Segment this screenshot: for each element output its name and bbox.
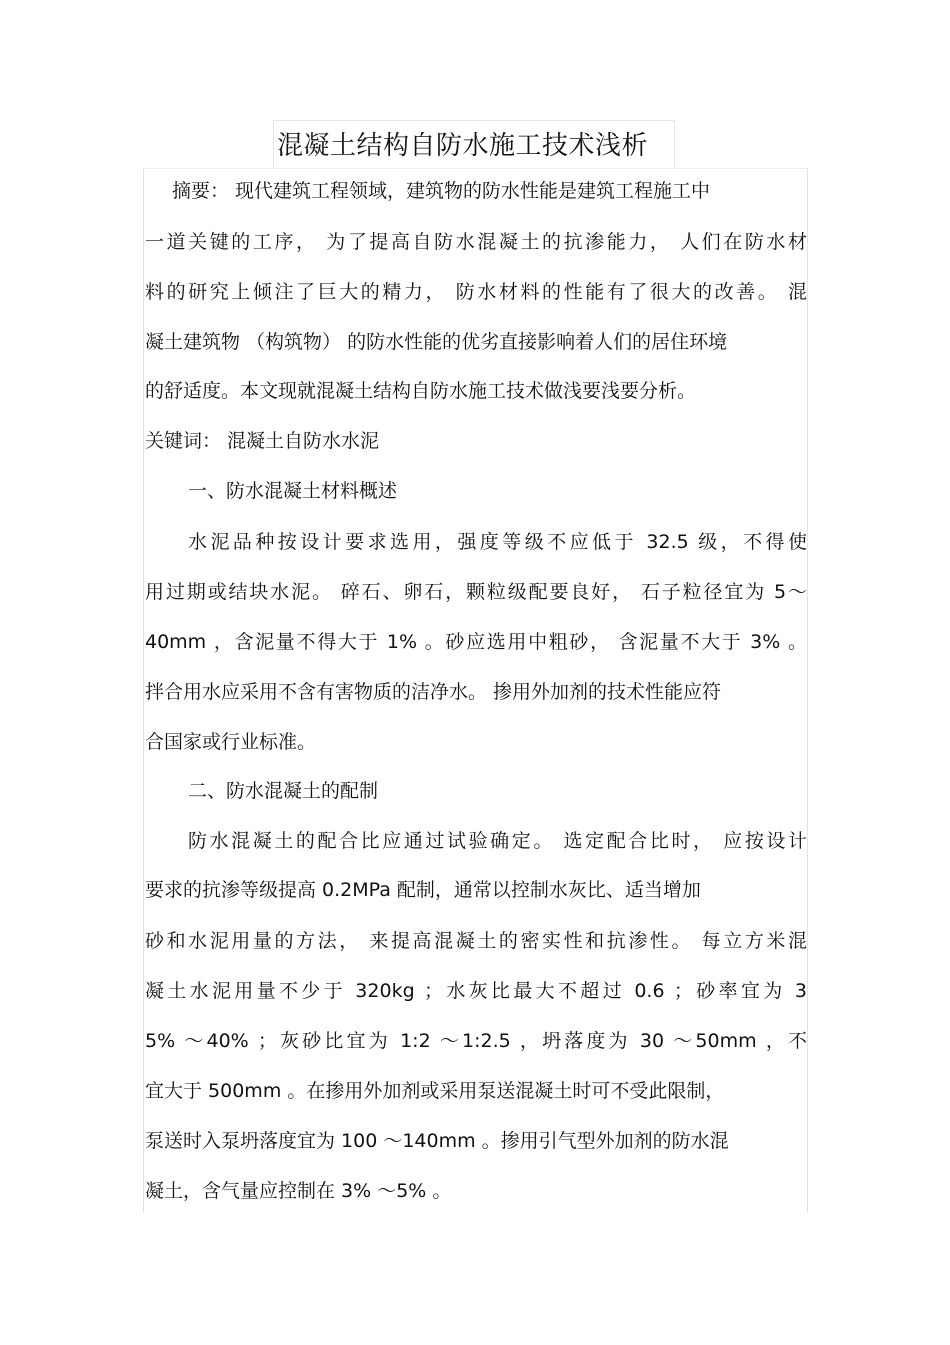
paragraph-line: 5% ～40% ；灰砂比宜为 1:2 ～1:2.5 ，坍落度为 30 ～50mm ，不 [145,1030,807,1052]
paragraph-line: 宜大于 500mm 。在掺用外加剂或采用泵送混凝土时可不受此限制， [145,1080,725,1102]
paragraph-line: 合国家或行业标准。 [145,731,317,753]
paragraph-line: 40mm ，含泥量不得大于 1% 。砂应选用中粗砂， 含泥量不大于 3% 。 [145,631,807,653]
paragraph-line: 砂和水泥用量的方法， 来提高混凝土的密实性和抗渗性。 每立方米混 [145,930,807,952]
abstract-line: 一道关键的工序， 为了提高自防水混凝土的抗渗能力， 人们在防水材 [145,231,807,253]
paragraph-line: 凝土，含气量应控制在 3% ～5% 。 [145,1180,452,1202]
document-title: 混凝土结构自防水施工技术浅析 [277,131,649,161]
section-heading: 一、防水混凝土材料概述 [188,480,398,502]
paragraph-line: 水泥品种按设计要求选用，强度等级不应低于 32.5 级，不得使 [188,531,807,553]
paragraph-line: 泵送时入泵坍落度宜为 100 ～140mm 。掺用引气型外加剂的防水混 [145,1130,729,1152]
keywords-line: 关键词： 混凝土自防水水泥 [145,430,380,452]
paragraph-line: 防水混凝土的配合比应通过试验确定。 选定配合比时， 应按设计 [188,830,807,852]
abstract-line: 的舒适度。本文现就混凝土结构自防水施工技术做浅要浅要分析。 [145,380,697,402]
section-heading: 二、防水混凝土的配制 [188,780,379,802]
paragraph-line: 用过期或结块水泥。 碎石、卵石，颗粒级配要良好， 石子粒径宜为 5～ [145,581,807,603]
abstract-line: 摘要： 现代建筑工程领域，建筑物的防水性能是建筑工程施工中 [172,180,711,202]
abstract-line: 料的研究上倾注了巨大的精力， 防水材料的性能有了很大的改善。 混 [145,281,807,303]
paragraph-line: 拌合用水应采用不含有害物质的洁净水。 掺用外加剂的技术性能应符 [145,681,722,703]
paragraph-line: 要求的抗渗等级提高 0.2MPa 配制，通常以控制水灰比、适当增加 [145,879,701,901]
paragraph-line: 凝土水泥用量不少于 320kg ；水灰比最大不超过 0.6 ；砂率宜为 3 [145,980,807,1002]
abstract-line: 凝土建筑物 （构筑物） 的防水性能的优劣直接影响着人们的居住环境 [145,331,728,353]
